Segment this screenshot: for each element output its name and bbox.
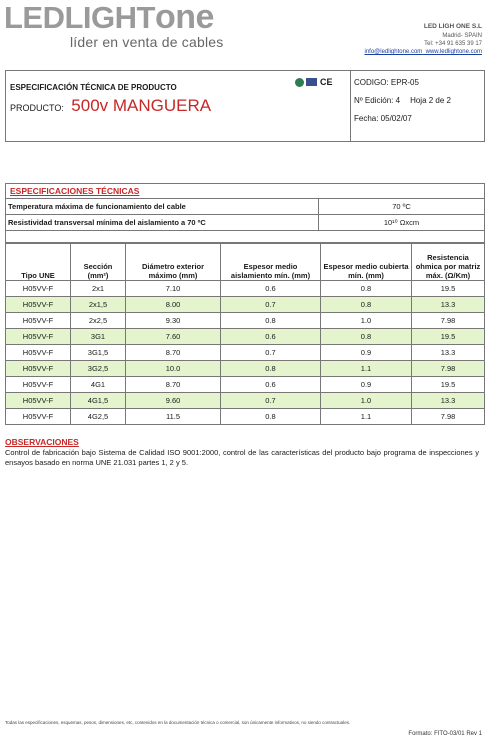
product-line	[10, 96, 211, 116]
cell-diametro: 11.5	[126, 409, 221, 425]
cell-cubierta: 1.0	[321, 393, 412, 409]
cell-aislamiento: 0.6	[221, 377, 321, 393]
cell-resistencia: 19.5	[412, 377, 485, 393]
cell-seccion: 4G1	[71, 377, 126, 393]
cell-cubierta: 0.9	[321, 345, 412, 361]
technical-specs	[5, 183, 485, 231]
col-header-tipo: Tipo UNE	[6, 244, 71, 281]
product-name: 500v MANGUERA	[71, 96, 212, 115]
cell-resistencia: 13.3	[412, 393, 485, 409]
spec-value: 10¹⁰ Ωxcm	[383, 218, 420, 227]
doc-page: Hoja 2 de 2	[410, 96, 451, 105]
cell-resistencia: 7.98	[412, 313, 485, 329]
cell-aislamiento: 0.7	[221, 393, 321, 409]
table-header-row	[6, 244, 485, 281]
spec-label: Temperatura máxima de funcionamiento del cable	[6, 199, 319, 214]
company-phone: Tel: +34 91 635 39 17	[424, 41, 482, 47]
document-header	[5, 70, 485, 142]
cell-cubierta: 1.1	[321, 409, 412, 425]
company-name: LED LIGH ONE S.L	[423, 23, 482, 30]
table-row	[6, 297, 485, 313]
table-row	[6, 345, 485, 361]
cell-tipo: H05VV-F	[6, 409, 71, 425]
cell-cubierta: 1.0	[321, 313, 412, 329]
cell-aislamiento: 0.7	[221, 297, 321, 313]
company-email-link[interactable]: info@ledlightone.com	[364, 49, 423, 55]
col-header-aislamiento: Espesor medio aislamiento mín. (mm)	[221, 244, 321, 281]
cell-diametro: 8.00	[126, 297, 221, 313]
table-row	[6, 377, 485, 393]
doc-code: CODIGO: EPR-05	[354, 78, 419, 87]
cell-cubierta: 0.9	[321, 377, 412, 393]
cell-diametro: 7.10	[126, 281, 221, 297]
cell-cubierta: 0.8	[321, 297, 412, 313]
cell-diametro: 9.30	[126, 313, 221, 329]
table-row	[6, 393, 485, 409]
cell-resistencia: 7.98	[412, 409, 485, 425]
table-row	[6, 329, 485, 345]
spec-row	[6, 215, 484, 230]
cell-resistencia: 19.5	[412, 329, 485, 345]
table-row	[6, 361, 485, 377]
cell-aislamiento: 0.8	[221, 409, 321, 425]
cell-aislamiento: 0.8	[221, 361, 321, 377]
cell-aislamiento: 0.6	[221, 329, 321, 345]
cell-tipo: H05VV-F	[6, 281, 71, 297]
cell-tipo: H05VV-F	[6, 329, 71, 345]
cell-cubierta: 1.1	[321, 361, 412, 377]
logo-wordmark: LEDLIGHTone	[4, 0, 214, 36]
spacer-row	[5, 230, 485, 243]
cable-spec-table	[5, 243, 485, 425]
ce-mark-icon: CE	[320, 77, 333, 87]
quality-badge-icon	[295, 78, 304, 87]
cell-diametro: 10.0	[126, 361, 221, 377]
company-info	[364, 23, 482, 56]
cell-tipo: H05VV-F	[6, 345, 71, 361]
product-label: PRODUCTO:	[10, 103, 64, 113]
logo-tagline: líder en venta de cables	[70, 34, 224, 50]
col-header-resistencia: Resistencia ohmica por matriz máx. (Ω/Km)	[412, 244, 485, 281]
cell-aislamiento: 0.7	[221, 345, 321, 361]
cell-seccion: 2x2,5	[71, 313, 126, 329]
cell-tipo: H05VV-F	[6, 297, 71, 313]
cell-tipo: H05VV-F	[6, 377, 71, 393]
cell-resistencia: 13.3	[412, 345, 485, 361]
cell-resistencia: 13.3	[412, 297, 485, 313]
form-code: Formato: FITO-03/01 Rev 1	[408, 731, 482, 737]
cell-seccion: 4G1,5	[71, 393, 126, 409]
observations-title: OBSERVACIONES	[5, 437, 79, 447]
spec-value: 70 ºC	[392, 202, 411, 211]
cell-cubierta: 0.8	[321, 329, 412, 345]
col-header-diametro: Diámetro exterior máximo (mm)	[126, 244, 221, 281]
cell-resistencia: 19.5	[412, 281, 485, 297]
col-header-cubierta: Espesor medio cubierta mín. (mm)	[321, 244, 412, 281]
brand-logo	[4, 0, 223, 50]
technical-specs-title: ESPECIFICACIONES TÉCNICAS	[6, 184, 484, 199]
cell-tipo: H05VV-F	[6, 313, 71, 329]
cell-diametro: 9.60	[126, 393, 221, 409]
disclaimer-note: Todas las especificaciones, esquemas, pesos, dimensiones, etc, contenidos en la documentación técnica o comercial, son únicamente informativos, no siendo contractuales.	[5, 720, 351, 725]
doc-edition: Nº Edición: 4	[354, 96, 401, 105]
product-header	[6, 71, 351, 141]
certification-marks	[295, 77, 333, 87]
table-row	[6, 409, 485, 425]
table-row	[6, 281, 485, 297]
col-header-seccion: Sección (mm²)	[71, 244, 126, 281]
spec-title: ESPECIFICACIÓN TÉCNICA DE PRODUCTO	[10, 83, 177, 92]
cell-seccion: 3G2,5	[71, 361, 126, 377]
cell-tipo: H05VV-F	[6, 393, 71, 409]
observations-text: Control de fabricación bajo Sistema de Calidad ISO 9001:2000, control de las características del producto bajo programa de inspecciones y ensayos basado en norma UNE 21.031 partes 1, 2 y 5.	[5, 448, 479, 467]
cell-tipo: H05VV-F	[6, 361, 71, 377]
cell-seccion: 4G2,5	[71, 409, 126, 425]
cell-seccion: 2x1	[71, 281, 126, 297]
cell-resistencia: 7.98	[412, 361, 485, 377]
company-web-link[interactable]: www.ledlightone.com	[425, 49, 482, 55]
cell-seccion: 3G1,5	[71, 345, 126, 361]
cell-aislamiento: 0.6	[221, 281, 321, 297]
cell-cubierta: 0.8	[321, 281, 412, 297]
spec-label: Resistividad transversal mínima del aislamiento a 70 ºC	[6, 215, 319, 230]
cell-aislamiento: 0.8	[221, 313, 321, 329]
cell-diametro: 8.70	[126, 345, 221, 361]
spec-row	[6, 199, 484, 215]
doc-date: Fecha: 05/02/07	[354, 114, 412, 123]
cell-diametro: 7.60	[126, 329, 221, 345]
certification-icon	[306, 78, 317, 86]
table-row	[6, 313, 485, 329]
cell-seccion: 3G1	[71, 329, 126, 345]
cell-seccion: 2x1,5	[71, 297, 126, 313]
document-meta	[354, 77, 451, 131]
company-city: Madrid- SPAIN	[442, 33, 482, 39]
cell-diametro: 8.70	[126, 377, 221, 393]
